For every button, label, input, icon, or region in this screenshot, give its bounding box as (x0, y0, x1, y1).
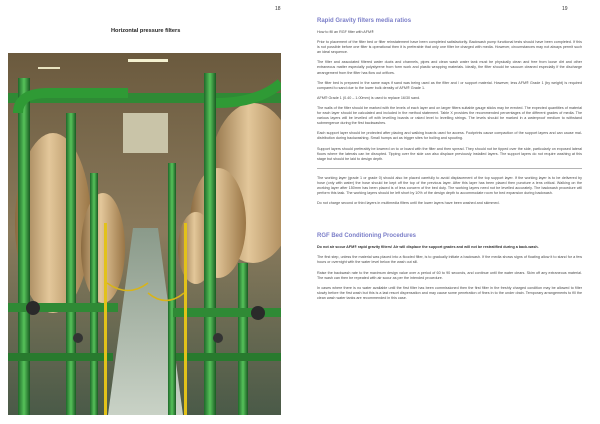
right-page-content (317, 18, 582, 306)
page-number-left: 18 (275, 6, 281, 12)
section-heading-media-ratios: Rapid Gravity filters media ratios (317, 18, 412, 24)
page-number-right: 19 (562, 6, 568, 12)
paragraph: Raise the backwash rate to the maximum design value over a period of 60 to 90 seconds, and continue until the water clears. Skim off any extraneous material. The wash can then be repeated with air scour as per the intended procedure. (317, 270, 582, 280)
paragraph: The filter and associated filtered water ducts and channels, pipes and clean wash water tank must be physically clean and free from loose dirt and other extraneous matter especially polystyrene from form work and plastic wrapping materials. Ideally, the filter should be vacuum cleaned especially if the discharge arrangement from the filter has flow out orifices. (317, 60, 582, 75)
paragraph: Do not charge second or third layers in multimedia filters until the lower layers have been washed and skimmed. (317, 201, 500, 206)
section-heading-bed-conditioning: RGF Bed Conditioning Procedures (317, 233, 417, 240)
paragraph: The filter bed is prepared in the same ways if sand was being used as the filter and / or support material. However, less AFM® Grade 1 (by weight) is required compared to sand due to the lower bulk density of AFM® Grade 1. (317, 80, 582, 90)
paragraph: Support layers should preferably be lowered on to or board with the filter and then spread. They should not be tipped over the side, particularly on exposed lateral floors where the laterals can be disrupted. Tipping over the side can also displace previously installed layers. The support layers do not require washing at this stage but should be laid to design depth. (317, 146, 582, 161)
divider (317, 168, 582, 169)
right-page (300, 0, 600, 424)
paragraph: In cases where there is no water available until the first filter has been commissioned then the first filter in the freshly charged condition may be allowed to filter slowly before the first wash but this is a last resort dispensation and may cause some penetration of fines in to the under drain. Temporary arrangements to fill the clean wash water tanks are recommended in this case. (317, 285, 582, 300)
industrial-filter-plant-photo-image (8, 53, 281, 415)
paragraph: Prior to placement of the filter bed or filter reinstatement have been completed satisfactorily. Backwash pump functional tests should have been completed. If this is not possible before one filter is operational then it is preferable that only one filter be charged with media. However, circumstances may not always permit such an ideal sequence. (317, 40, 582, 55)
paragraph: The first step, unless the material was placed into a flooded filter, is to gradually initiate a backwash. If the media shows signs of floating allow it to stand for a few hours or overnight with the water level below the wash out sill. (317, 255, 582, 265)
paragraph: The working layer (grade 1 or grade 0) should also be placed carefully to avoid displacement of the top support layer. If the working layer is to be delivered by hose (only with water) the hose should be kept off the top of the previous layer. After this layer has been placed then puncture a lens critical. Walking on the working layer after 150mm has been placed is of less concern of the bed duty. The working layers need not be levelled accurately. The backwash procedure will perform this task. The working layers should be left short by 10% of the design depth to accommodate room for bed expansion during backwash. (317, 175, 582, 196)
paragraph: Each support layer should be protected after placing and walking boards used for access. Footprints cause compaction of the support layers and can cause mal-distribution during backwashing. Small humps act as trigger sites for boiling and spouting. (317, 131, 582, 141)
paragraph: AFM® Grade 1 (0.40 – 1.00mm) is used to replace 16/30 sand. (317, 95, 421, 100)
warning-paragraph: Do not air scour AFM® rapid gravity filters! Air will displace the support grades and will not be restratified during a back-wash. (317, 245, 539, 250)
filter-plant-photo (8, 53, 281, 415)
paragraph: How to fill an RGF filter with AFM® (317, 30, 374, 34)
left-page-title: Horizontal pressure filters (111, 28, 181, 34)
paragraph: The walls of the filter should be marked with the levels of each layer and on larger filters suitable gauge sticks may be erected. The expected quantities of material for each layer should be calculated and included in the method statement. Table X provides the recommended percentages of the different grades of media. The various layers will be levelled off with levelling boards or raked level to levelling strings. The levels should be marked in a waterproof medium to withstand submergence during the first backwashes. (317, 105, 582, 126)
